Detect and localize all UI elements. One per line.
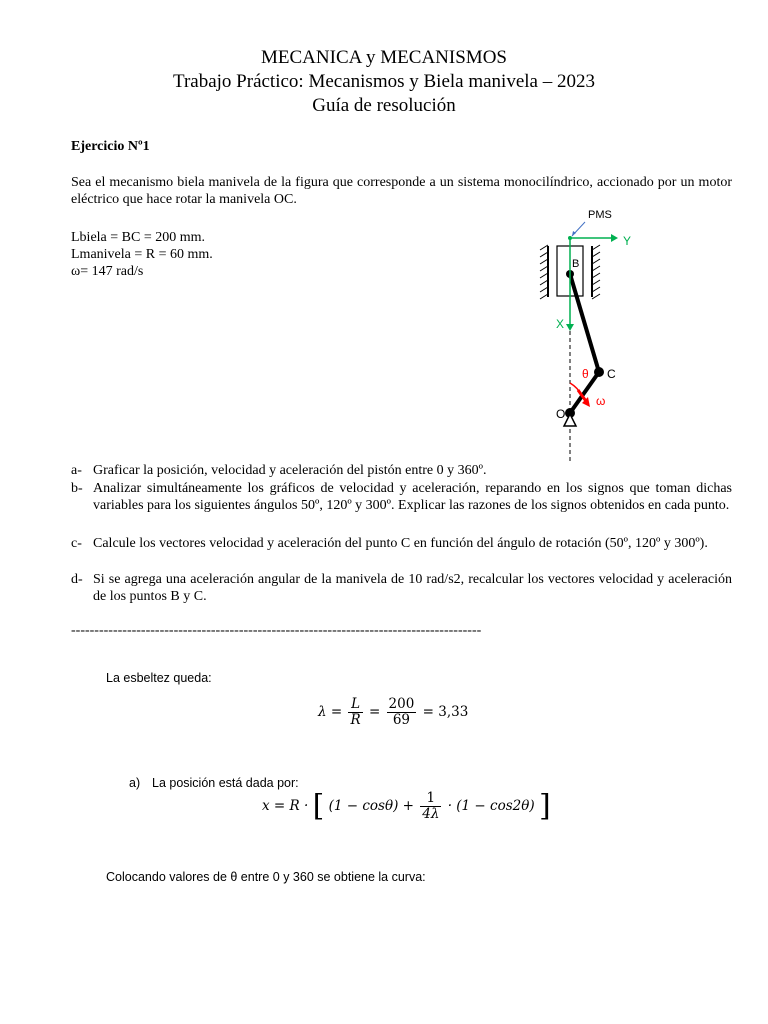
section-divider: ---------------------------------------------------------------------------------------- xyxy=(71,623,482,638)
lambda-result: = 3,33 xyxy=(422,704,469,720)
task-text: Analizar simultáneamente los gráficos de velocidad y aceleración, reparando en los signos que toman dichas variables para los siguientes ángulos 50º, 120º y 300º. Explicar las razones de los signos obtenidos en cada punto. xyxy=(93,481,732,513)
fraction-denominator: 69 xyxy=(392,712,411,728)
position-term1: (1 − cosθ) + xyxy=(328,798,414,814)
left-bracket-icon: [ xyxy=(312,788,325,824)
fraction-one-over-4lambda xyxy=(420,791,441,822)
lambda-lhs: λ = xyxy=(318,704,343,720)
fraction-200-over-69 xyxy=(387,697,417,728)
fraction-numerator: 1 xyxy=(420,791,441,807)
data-omega: ω= 147 rad/s xyxy=(71,264,144,279)
connecting-rod xyxy=(570,274,599,372)
point-b-label: B xyxy=(572,258,580,270)
pms-label: PMS xyxy=(588,209,612,221)
position-label: La posición está dada por: xyxy=(152,776,299,790)
task-b xyxy=(71,480,732,531)
task-letter: c- xyxy=(71,536,82,551)
exercise-intro: Sea el mecanismo biela manivela de la figura que corresponde a un sistema monocilíndrico, accionado por un motor eléctrico que hace rotar la manivela OC. xyxy=(71,175,732,207)
slenderness-label: La esbeltez queda: xyxy=(106,671,212,685)
position-term2: · (1 − cos2θ) xyxy=(447,798,535,814)
data-lmanivela: Lmanivela = R = 60 mm. xyxy=(71,247,213,262)
position-item-letter: a) xyxy=(129,776,141,790)
cylinder-left-wall xyxy=(540,245,548,299)
ground-support xyxy=(564,414,576,426)
document-guide-title: Guía de resolución xyxy=(312,95,456,116)
right-bracket-icon: ] xyxy=(538,788,551,824)
crank-slider-figure xyxy=(530,200,640,465)
task-text: Calcule los vectores velocidad y aceleración del punto C en función del ángulo de rotación (50º, 120º y 300º). xyxy=(93,536,708,551)
fraction-numerator: L xyxy=(348,697,362,713)
task-text: Graficar la posición, velocidad y aceleración del pistón entre 0 y 360º. xyxy=(93,463,487,478)
task-letter: b- xyxy=(71,481,83,496)
lambda-equation xyxy=(318,697,468,728)
y-axis-label: Y xyxy=(623,234,632,248)
fraction-denominator: 4λ xyxy=(422,806,440,822)
y-axis-arrowhead xyxy=(611,234,618,242)
point-o-label: O xyxy=(556,407,566,421)
point-c-label: C xyxy=(607,367,616,381)
curve-text: Colocando valores de θ entre 0 y 360 se obtiene la curva: xyxy=(106,870,426,884)
fraction-denominator: R xyxy=(350,712,361,728)
x-axis-label: X xyxy=(556,317,565,331)
omega-label: ω xyxy=(596,394,606,408)
position-lhs: x = R · xyxy=(262,798,309,814)
task-letter: a- xyxy=(71,463,82,478)
joint-c xyxy=(594,367,604,377)
data-lbiela: Lbiela = BC = 200 mm. xyxy=(71,230,206,245)
x-axis-arrowhead xyxy=(566,324,574,331)
task-c xyxy=(71,535,732,569)
fraction-l-over-r xyxy=(348,697,362,728)
task-d xyxy=(71,571,732,605)
equals-sign: = xyxy=(368,704,381,720)
position-equation xyxy=(262,788,551,824)
document-subtitle: Trabajo Práctico: Mecanismos y Biela manivela – 2023 xyxy=(173,71,595,92)
theta-label: θ xyxy=(582,367,589,381)
cylinder-right-wall xyxy=(592,245,600,299)
fraction-numerator: 200 xyxy=(388,696,415,712)
document-title: MECANICA y MECANISMOS xyxy=(261,47,507,68)
task-text: Si se agrega una aceleración angular de la manivela de 10 rad/s2, recalcular los vectores velocidad y aceleración de los puntos B y C. xyxy=(93,572,732,604)
exercise-title: Ejercicio Nº1 xyxy=(71,139,150,154)
task-letter: d- xyxy=(71,572,83,587)
task-a xyxy=(71,462,732,479)
